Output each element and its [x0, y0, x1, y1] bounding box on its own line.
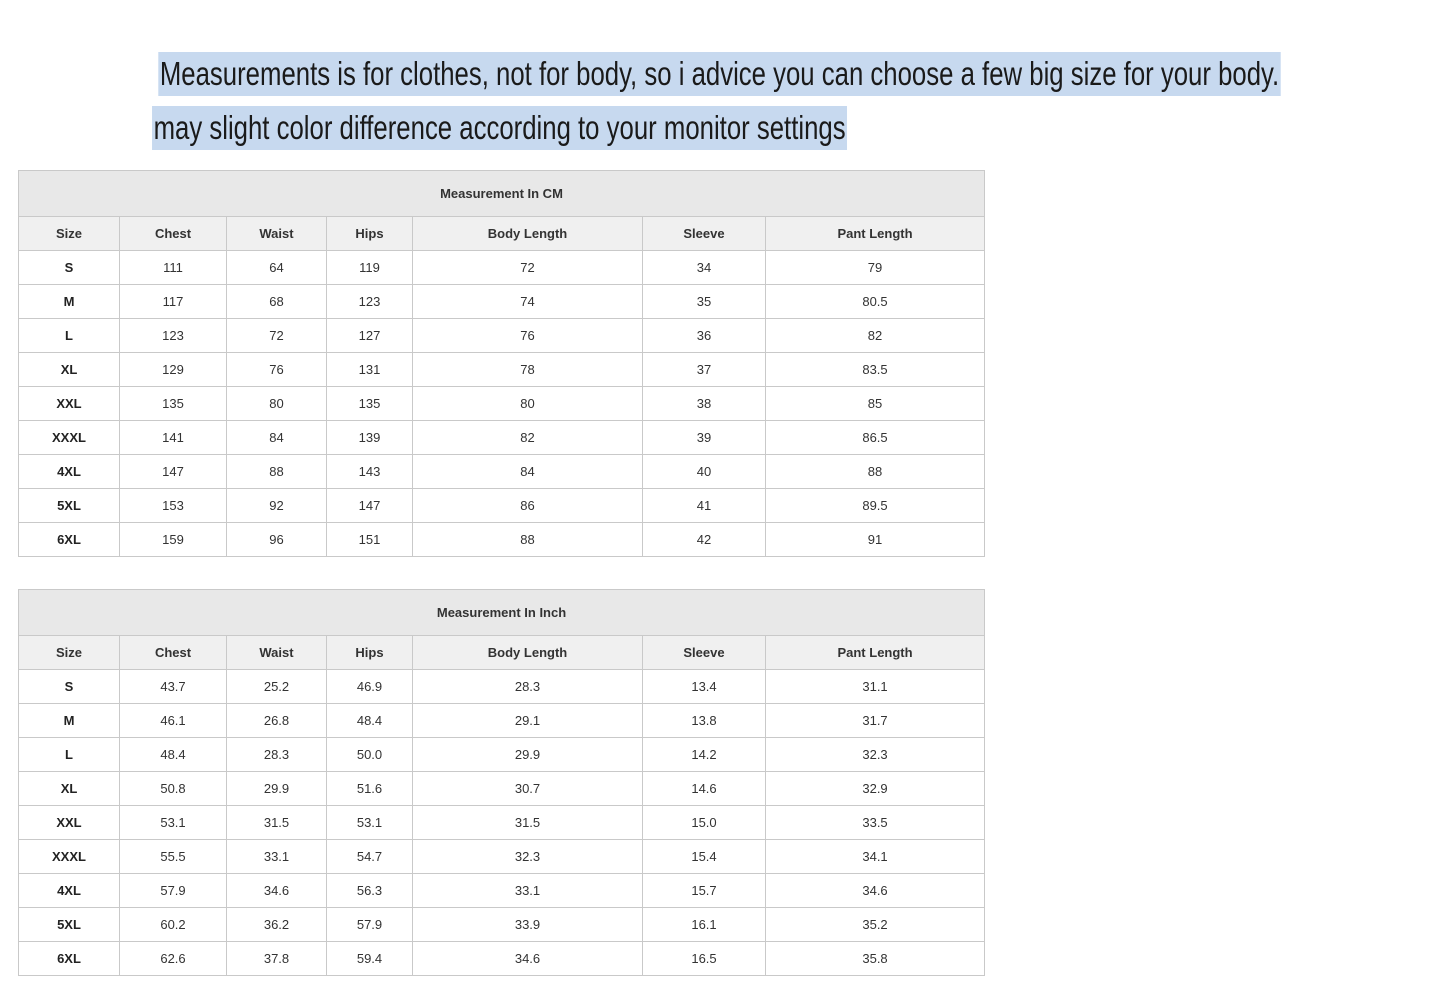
- table-row: [19, 421, 985, 455]
- measurement-cell: 88: [413, 523, 643, 557]
- measurement-cell: 31.1: [766, 670, 985, 704]
- measurement-cell: 86.5: [766, 421, 985, 455]
- measurement-cell: 56.3: [327, 874, 413, 908]
- column-header: Waist: [227, 636, 327, 670]
- table-row: [19, 942, 985, 976]
- measurement-cell: 32.3: [413, 840, 643, 874]
- measurement-cell: 127: [327, 319, 413, 353]
- measurement-cell: 57.9: [120, 874, 227, 908]
- measurement-cell: 31.5: [413, 806, 643, 840]
- measurement-cell: 35.8: [766, 942, 985, 976]
- table-row: [19, 489, 985, 523]
- measurement-cell: 62.6: [120, 942, 227, 976]
- measurement-cell: 35.2: [766, 908, 985, 942]
- size-label-cell: 5XL: [19, 908, 120, 942]
- measurement-cell: 48.4: [327, 704, 413, 738]
- table-title-row: [19, 171, 985, 217]
- table-row: [19, 806, 985, 840]
- column-header: Hips: [327, 636, 413, 670]
- measurement-cell: 74: [413, 285, 643, 319]
- measurement-cell: 15.0: [643, 806, 766, 840]
- measurement-cell: 50.0: [327, 738, 413, 772]
- size-label-cell: M: [19, 704, 120, 738]
- table-title: Measurement In Inch: [19, 590, 985, 636]
- measurement-cell: 34.6: [766, 874, 985, 908]
- measurement-cell: 16.5: [643, 942, 766, 976]
- measurement-cell: 147: [327, 489, 413, 523]
- measurement-cell: 36: [643, 319, 766, 353]
- measurement-cell: 28.3: [413, 670, 643, 704]
- size-label-cell: M: [19, 285, 120, 319]
- measurement-cell: 29.1: [413, 704, 643, 738]
- measurement-cell: 39: [643, 421, 766, 455]
- size-label-cell: 6XL: [19, 942, 120, 976]
- measurement-cell: 151: [327, 523, 413, 557]
- table-row: [19, 353, 985, 387]
- table-row: [19, 704, 985, 738]
- measurement-cell: 29.9: [413, 738, 643, 772]
- measurement-cell: 54.7: [327, 840, 413, 874]
- measurement-cell: 37.8: [227, 942, 327, 976]
- measurement-cell: 34: [643, 251, 766, 285]
- size-label-cell: XXL: [19, 806, 120, 840]
- measurement-cell: 30.7: [413, 772, 643, 806]
- measurement-cell: 84: [227, 421, 327, 455]
- size-label-cell: XXXL: [19, 840, 120, 874]
- measurement-cell: 36.2: [227, 908, 327, 942]
- measurement-cell: 34.6: [227, 874, 327, 908]
- size-label-cell: XXXL: [19, 421, 120, 455]
- measurement-cell: 53.1: [120, 806, 227, 840]
- measurement-cell: 68: [227, 285, 327, 319]
- size-label-cell: 4XL: [19, 874, 120, 908]
- measurement-cell: 159: [120, 523, 227, 557]
- measurement-cell: 15.7: [643, 874, 766, 908]
- measurement-cell: 32.3: [766, 738, 985, 772]
- measurement-cell: 42: [643, 523, 766, 557]
- table-header-row: [19, 636, 985, 670]
- measurement-cell: 32.9: [766, 772, 985, 806]
- measurement-cell: 59.4: [327, 942, 413, 976]
- measurement-cell: 143: [327, 455, 413, 489]
- measurement-cell: 31.5: [227, 806, 327, 840]
- table-row: [19, 772, 985, 806]
- measurement-cell: 141: [120, 421, 227, 455]
- measurement-cell: 57.9: [327, 908, 413, 942]
- size-label-cell: L: [19, 738, 120, 772]
- measurement-cell: 33.1: [413, 874, 643, 908]
- table-row: [19, 874, 985, 908]
- size-label-cell: 4XL: [19, 455, 120, 489]
- measurement-cell: 92: [227, 489, 327, 523]
- measurement-cell: 80: [413, 387, 643, 421]
- size-notice: [0, 52, 1280, 156]
- measurement-cell: 43.7: [120, 670, 227, 704]
- table-row: [19, 840, 985, 874]
- column-header: Size: [19, 636, 120, 670]
- measurement-cell: 48.4: [120, 738, 227, 772]
- measurement-cell: 72: [413, 251, 643, 285]
- column-header: Chest: [120, 217, 227, 251]
- table-row: [19, 738, 985, 772]
- size-label-cell: XL: [19, 353, 120, 387]
- column-header: Chest: [120, 636, 227, 670]
- table-title-row: [19, 590, 985, 636]
- measurement-cell: 60.2: [120, 908, 227, 942]
- table-row: [19, 455, 985, 489]
- measurement-cell: 15.4: [643, 840, 766, 874]
- measurement-cell: 14.2: [643, 738, 766, 772]
- measurement-cell: 76: [413, 319, 643, 353]
- notice-row-2: [0, 106, 1000, 156]
- measurement-cell: 28.3: [227, 738, 327, 772]
- table-row: [19, 387, 985, 421]
- measurement-cell: 131: [327, 353, 413, 387]
- column-header: Body Length: [413, 636, 643, 670]
- measurement-cell: 14.6: [643, 772, 766, 806]
- measurement-cell: 135: [120, 387, 227, 421]
- measurement-cell: 53.1: [327, 806, 413, 840]
- measurement-cell: 55.5: [120, 840, 227, 874]
- size-table-inch: [18, 589, 985, 976]
- measurement-cell: 123: [327, 285, 413, 319]
- size-table-cm: [18, 170, 985, 557]
- measurement-cell: 64: [227, 251, 327, 285]
- measurement-cell: 16.1: [643, 908, 766, 942]
- table-row: [19, 251, 985, 285]
- table-row: [19, 670, 985, 704]
- measurement-cell: 123: [120, 319, 227, 353]
- size-label-cell: XXL: [19, 387, 120, 421]
- measurement-cell: 117: [120, 285, 227, 319]
- measurement-cell: 88: [227, 455, 327, 489]
- measurement-cell: 72: [227, 319, 327, 353]
- measurement-cell: 135: [327, 387, 413, 421]
- measurement-cell: 35: [643, 285, 766, 319]
- notice-line-2: may slight color difference according to your monitor settings: [152, 106, 847, 150]
- notice-line-1: Measurements is for clothes, not for body, so i advice you can choose a few big size for your body.: [158, 52, 1280, 96]
- measurement-cell: 33.9: [413, 908, 643, 942]
- measurement-cell: 153: [120, 489, 227, 523]
- column-header: Pant Length: [766, 217, 985, 251]
- column-header: Pant Length: [766, 636, 985, 670]
- table-row: [19, 908, 985, 942]
- measurement-cell: 38: [643, 387, 766, 421]
- size-label-cell: XL: [19, 772, 120, 806]
- measurement-cell: 80: [227, 387, 327, 421]
- table-header-row: [19, 217, 985, 251]
- measurement-cell: 119: [327, 251, 413, 285]
- measurement-cell: 147: [120, 455, 227, 489]
- measurement-cell: 78: [413, 353, 643, 387]
- measurement-cell: 83.5: [766, 353, 985, 387]
- measurement-cell: 31.7: [766, 704, 985, 738]
- measurement-cell: 91: [766, 523, 985, 557]
- column-header: Body Length: [413, 217, 643, 251]
- column-header: Sleeve: [643, 217, 766, 251]
- table-title: Measurement In CM: [19, 171, 985, 217]
- measurement-cell: 40: [643, 455, 766, 489]
- measurement-cell: 46.1: [120, 704, 227, 738]
- measurement-cell: 85: [766, 387, 985, 421]
- measurement-cell: 82: [766, 319, 985, 353]
- measurement-cell: 79: [766, 251, 985, 285]
- measurement-cell: 29.9: [227, 772, 327, 806]
- measurement-cell: 129: [120, 353, 227, 387]
- measurement-cell: 26.8: [227, 704, 327, 738]
- table-row: [19, 285, 985, 319]
- size-label-cell: 6XL: [19, 523, 120, 557]
- measurement-cell: 51.6: [327, 772, 413, 806]
- measurement-cell: 96: [227, 523, 327, 557]
- column-header: Sleeve: [643, 636, 766, 670]
- table-row: [19, 319, 985, 353]
- column-header: Waist: [227, 217, 327, 251]
- measurement-cell: 80.5: [766, 285, 985, 319]
- size-label-cell: S: [19, 670, 120, 704]
- measurement-cell: 25.2: [227, 670, 327, 704]
- measurement-cell: 111: [120, 251, 227, 285]
- measurement-cell: 86: [413, 489, 643, 523]
- measurement-cell: 37: [643, 353, 766, 387]
- measurement-cell: 76: [227, 353, 327, 387]
- column-header: Size: [19, 217, 120, 251]
- size-label-cell: L: [19, 319, 120, 353]
- measurement-cell: 33.1: [227, 840, 327, 874]
- measurement-cell: 84: [413, 455, 643, 489]
- measurement-cell: 34.6: [413, 942, 643, 976]
- table-row: [19, 523, 985, 557]
- measurement-cell: 33.5: [766, 806, 985, 840]
- size-label-cell: 5XL: [19, 489, 120, 523]
- measurement-cell: 41: [643, 489, 766, 523]
- size-label-cell: S: [19, 251, 120, 285]
- measurement-cell: 50.8: [120, 772, 227, 806]
- column-header: Hips: [327, 217, 413, 251]
- measurement-cell: 34.1: [766, 840, 985, 874]
- notice-row-1: [0, 52, 1280, 102]
- measurement-cell: 88: [766, 455, 985, 489]
- measurement-cell: 13.8: [643, 704, 766, 738]
- measurement-cell: 139: [327, 421, 413, 455]
- measurement-cell: 82: [413, 421, 643, 455]
- measurement-cell: 46.9: [327, 670, 413, 704]
- measurement-cell: 13.4: [643, 670, 766, 704]
- measurement-cell: 89.5: [766, 489, 985, 523]
